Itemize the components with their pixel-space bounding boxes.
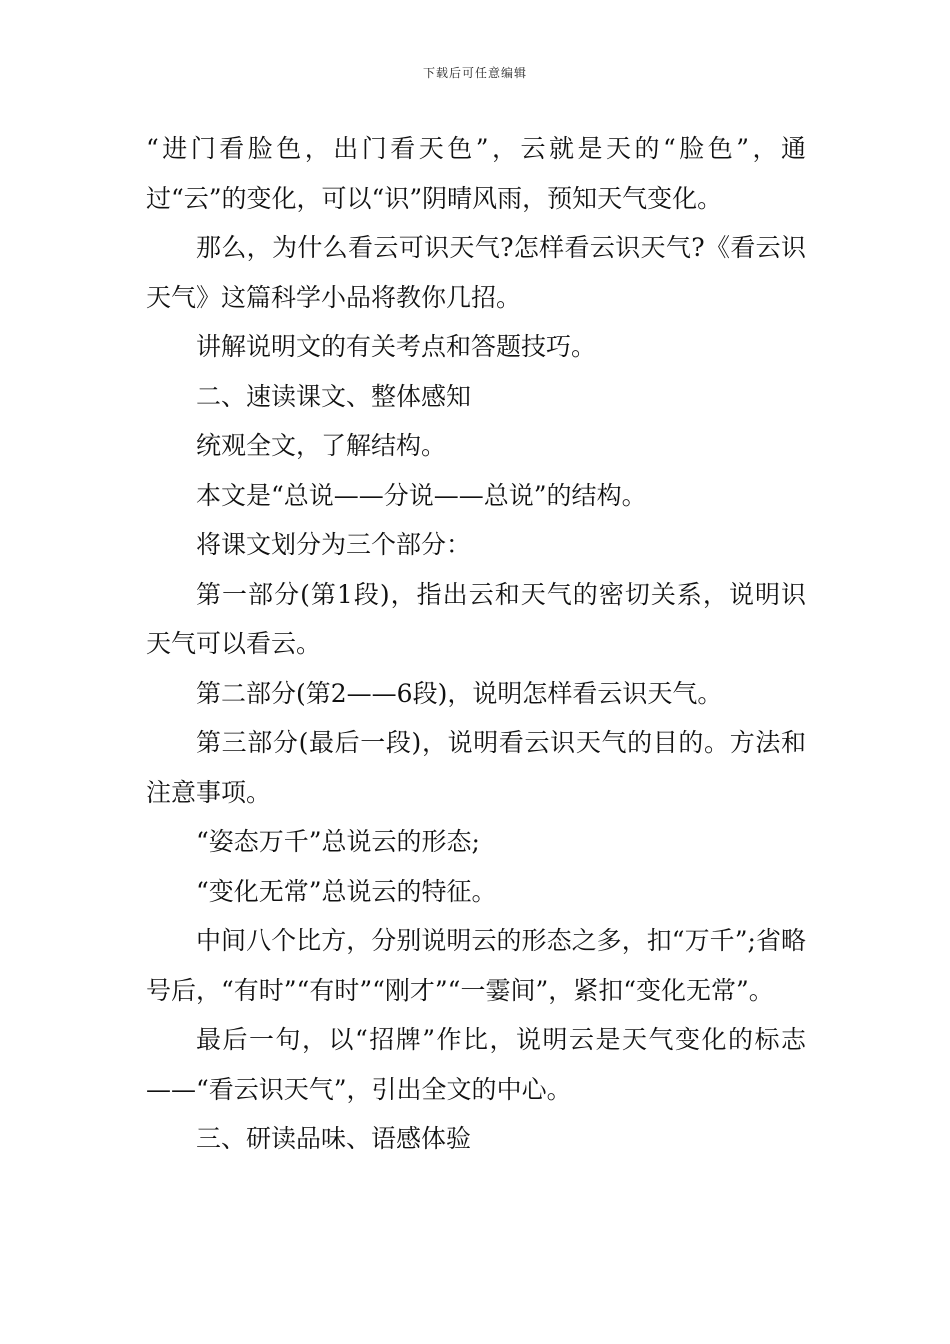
paragraph: 中间八个比方，分别说明云的形态之多，扣“万千”;省略号后，“有时”“有时”“刚才”“一霎间”，紧扣“变化无常”。 — [146, 926, 806, 1005]
paragraph: “进门看脸色，出门看天色”，云就是天的“脸色”，通过“云”的变化，可以“识”阴晴风雨，预知天气变化。 — [146, 134, 806, 213]
paragraph: 第二部分(第2——6段)，说明怎样看云识天气。 — [196, 678, 723, 708]
paragraph: 第一部分(第1段)，指出云和天气的密切关系，说明识天气可以看云。 — [146, 579, 806, 658]
paragraph: 统观全文，了解结构。 — [196, 431, 447, 460]
paragraph: 那么，为什么看云可识天气?怎样看云识天气?《看云识天气》这篇科学小品将教你几招。 — [146, 233, 806, 312]
paragraph: 最后一句，以“招牌”作比，说明云是天气变化的标志——“看云识天气”，引出全文的中心。 — [146, 1025, 806, 1104]
section-heading: 三、研读品味、语感体验 — [196, 1124, 472, 1153]
paragraph: “变化无常”总说云的特征。 — [196, 876, 497, 906]
section-heading: 二、速读课文、整体感知 — [196, 381, 472, 411]
document-body — [146, 124, 806, 1164]
paragraph: “姿态万千”总说云的形态; — [196, 827, 480, 856]
page-header: 下载后可任意编辑 — [422, 66, 527, 80]
paragraph: 讲解说明文的有关考点和答题技巧。 — [196, 332, 597, 361]
paragraph: 本文是“总说——分说——总说”的结构。 — [196, 480, 647, 510]
paragraph: 将课文划分为三个部分： — [196, 530, 472, 559]
paragraph: 第三部分(最后一段)，说明看云识天气的目的。方法和注意事项。 — [146, 728, 806, 807]
